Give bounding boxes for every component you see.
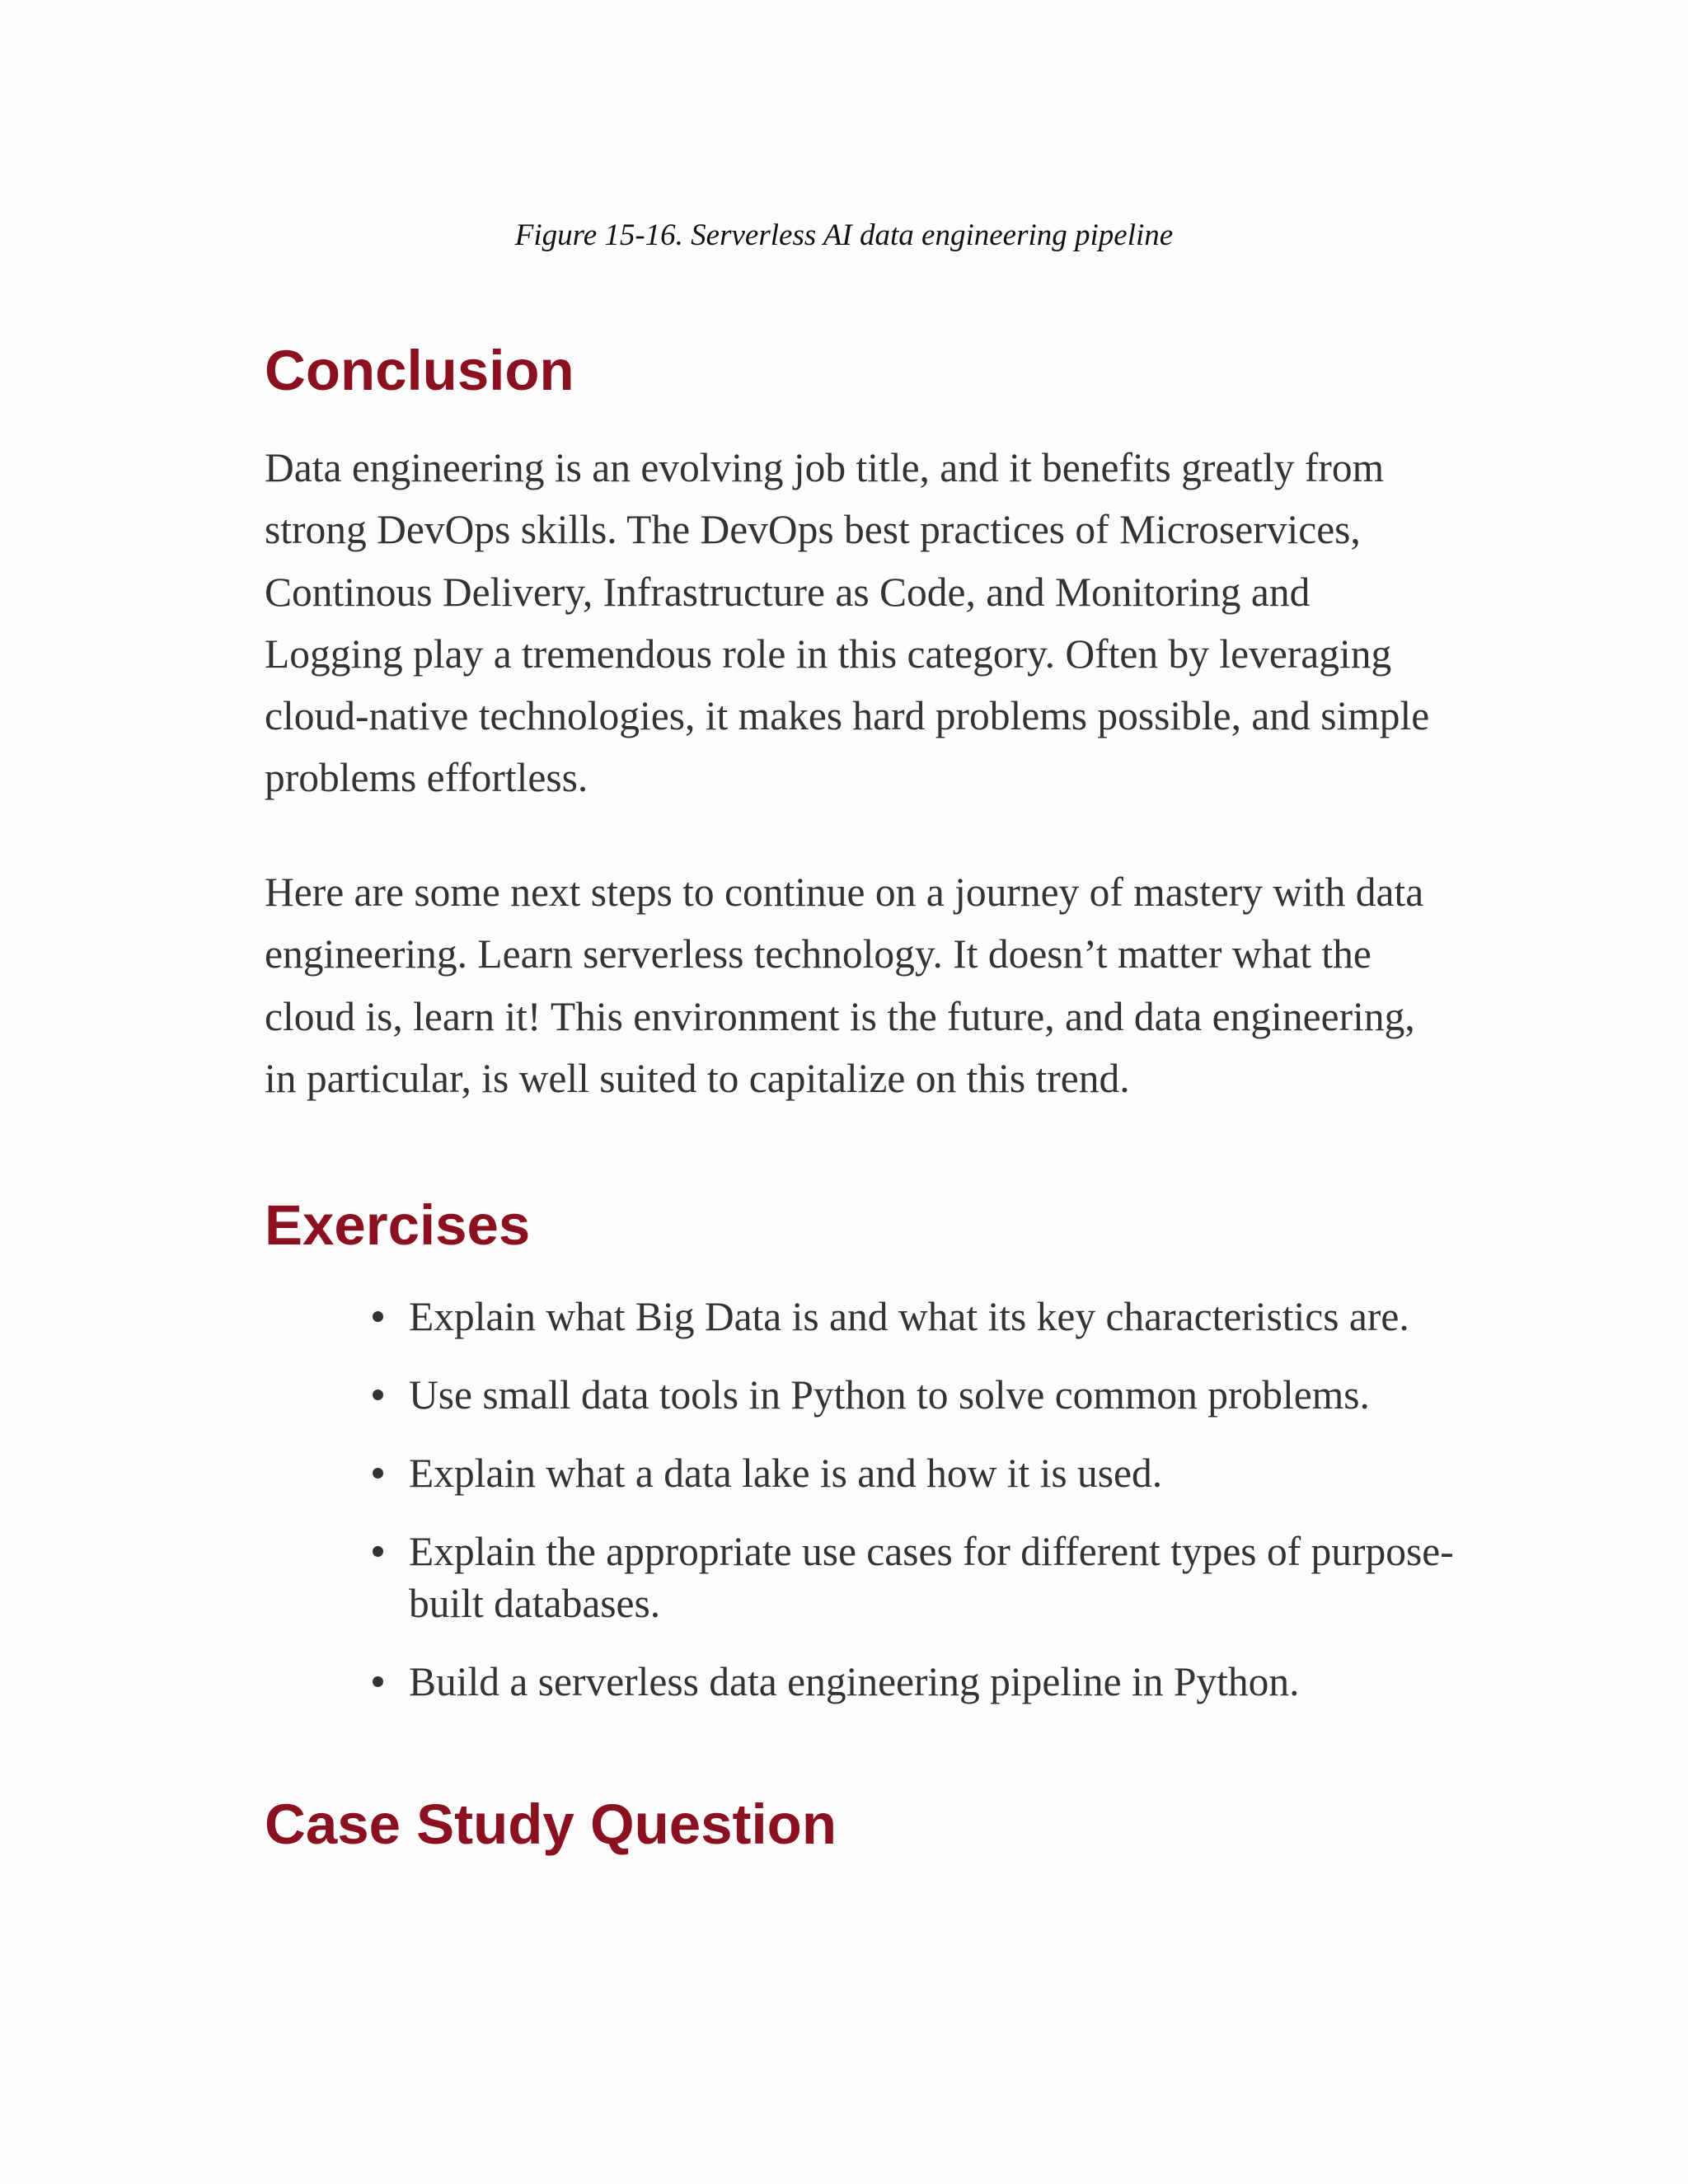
exercises-heading: Exercises <box>265 1193 531 1257</box>
bullet-icon <box>373 1311 383 1322</box>
list-item <box>409 1447 1464 1499</box>
list-item <box>409 1526 1464 1629</box>
bullet-icon <box>373 1468 383 1479</box>
conclusion-paragraph-2: Here are some next steps to continue on a journey of mastery with data engineering. Learn serverless technology. It doesn’t matter what the cloud is, learn it! This environment is the future, and data engineering, in particular, is well suited to capitalize on this trend. <box>265 869 1424 1101</box>
exercise-text: Build a serverless data engineering pipeline in Python. <box>409 1659 1300 1704</box>
list-item <box>409 1291 1464 1343</box>
bullet-icon <box>373 1676 383 1687</box>
exercises-list <box>409 1291 1464 1734</box>
exercise-text: Use small data tools in Python to solve common problems. <box>409 1372 1370 1418</box>
bullet-icon <box>373 1546 383 1557</box>
bullet-icon <box>373 1390 383 1400</box>
list-item <box>409 1369 1464 1421</box>
figure-caption: Figure 15-16. Serverless AI data engineering pipeline <box>514 218 1174 252</box>
conclusion-heading: Conclusion <box>265 339 574 402</box>
exercise-text: Explain the appropriate use cases for different types of purpose-built databases. <box>409 1529 1454 1626</box>
exercise-text: Explain what Big Data is and what its key characteristics are. <box>409 1294 1409 1339</box>
conclusion-paragraph-1: Data engineering is an evolving job title, and it benefits greatly from strong DevOps skills. The DevOps best practices of Microservices, Continous Delivery, Infrastructure as Code, and Monitoring and Logging play a tremendous role in this category. Often by leveraging cloud-native technologies, it makes hard problems possible, and simple problems effortless. <box>265 445 1430 801</box>
case-study-heading: Case Study Question <box>265 1793 837 1856</box>
list-item <box>409 1656 1464 1708</box>
exercise-text: Explain what a data lake is and how it is used. <box>409 1451 1163 1496</box>
